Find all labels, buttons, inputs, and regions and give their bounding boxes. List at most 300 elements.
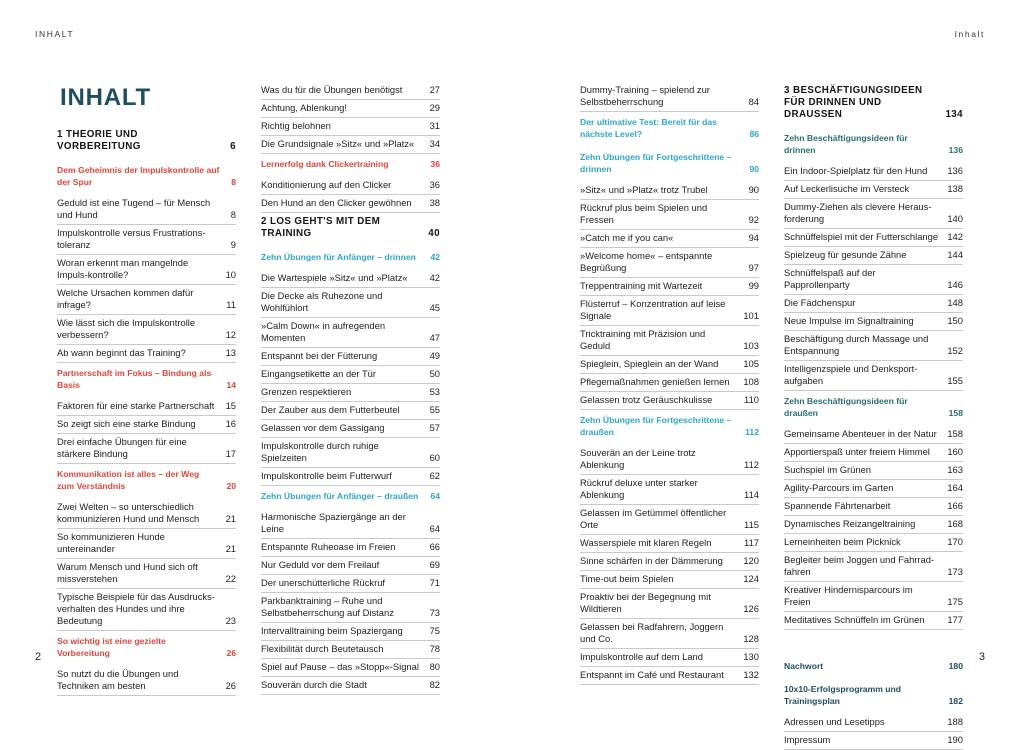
toc-entry-title: Harmonische Spaziergänge an der Leine: [261, 511, 406, 534]
toc-entry-title: So wichtig ist eine gezielte Vorbereitung: [57, 636, 166, 658]
page-title: INHALT: [60, 84, 152, 111]
toc-entry-page: 49: [429, 350, 440, 361]
toc-entry-title: Spannende Fährtenarbeit: [784, 500, 891, 511]
toc-entry: [580, 248, 759, 278]
toc-entry: [784, 313, 963, 331]
toc-entry-title: Apportierspaß unter freiem Himmel: [784, 446, 930, 457]
chapter-heading: [261, 213, 440, 247]
toc-entry-page: 64: [429, 523, 440, 534]
toc-entry-page: 14: [226, 380, 236, 390]
toc-entry-page: 108: [743, 376, 759, 387]
section-heading: [261, 154, 440, 177]
toc-entry: [261, 593, 440, 623]
toc-entry: [784, 247, 963, 265]
toc-entry-page: 182: [948, 696, 963, 706]
toc-entry: [57, 589, 236, 631]
toc-entry-title: »Sitz« und »Platz« trotz Trubel: [580, 184, 708, 195]
section-heading: [580, 410, 759, 445]
section-heading: [580, 147, 759, 182]
toc-entry: [57, 345, 236, 363]
toc-entry: [784, 361, 963, 391]
toc-entry-page: 42: [429, 272, 440, 283]
toc-entry-page: 164: [947, 482, 963, 493]
toc-entry-title: Time-out beim Spielen: [580, 573, 674, 584]
toc-entry-title: Wie lässt sich die Impulskontrolle verbessern?: [57, 317, 196, 340]
toc-entry-page: 62: [429, 470, 440, 481]
toc-entry-title: Die Grundsignale »Sitz« und »Platz«: [261, 138, 415, 149]
toc-entry-page: 80: [429, 661, 440, 672]
toc-entry-title: Impulskontrolle auf dem Land: [580, 651, 703, 662]
toc-entry-title: Entspannte Ruheoase im Freien: [261, 541, 396, 552]
toc-entry-page: 173: [947, 566, 963, 577]
toc-entry-title: Spiel auf Pause – das »Stopp«-Signal: [261, 661, 419, 672]
toc-entry-title: Sinne schärfen in der Dämmerung: [580, 555, 723, 566]
toc-entry-title: Den Hund an den Clicker gewöhnen: [261, 197, 412, 208]
toc-entry-title: Typische Beispiele für das Ausdrucks-verhalten des Hundes und ihre Bedeutung: [57, 591, 215, 626]
toc-entry-title: Suchspiel im Grünen: [784, 464, 872, 475]
toc-entry-page: 60: [429, 452, 440, 463]
toc-entry-title: Die Decke als Ruhezone und Wohlfühlort: [261, 290, 383, 313]
toc-entry: [580, 571, 759, 589]
toc-entry: [784, 199, 963, 229]
toc-entry-page: 8: [230, 209, 236, 220]
toc-entry: [57, 285, 236, 315]
toc-entry-page: 163: [947, 464, 963, 475]
toc-column-2: [261, 82, 440, 695]
toc-entry-page: 175: [947, 596, 963, 607]
toc-entry: [580, 589, 759, 619]
toc-entry: [261, 270, 440, 288]
toc-entry-title: Intelligenzspiele und Denksport-aufgaben: [784, 363, 918, 386]
toc-entry: [580, 230, 759, 248]
toc-entry-page: 136: [947, 165, 963, 176]
toc-entry-title: Neue Impulse im Signaltraining: [784, 315, 914, 326]
toc-entry-title: »Welcome home« – entspannte Begrüßung: [580, 250, 713, 273]
toc-entry-title: 1 THEORIE UND VORBEREITUNG: [57, 129, 141, 152]
toc-entry: [261, 641, 440, 659]
toc-entry: [57, 434, 236, 464]
toc-entry-title: So nutzt du die Übungen und Techniken am besten: [57, 668, 179, 691]
toc-entry: [580, 553, 759, 571]
toc-entry: [580, 182, 759, 200]
toc-entry-title: Kommunikation ist alles – der Weg zum Verständnis: [57, 469, 200, 491]
toc-entry-title: Flüsterruf – Konzentration auf leise Signale: [580, 298, 726, 321]
toc-entry-title: Parkbanktraining – Ruhe und Selbstbeherrschung auf Distanz: [261, 595, 394, 618]
toc-entry: [57, 559, 236, 589]
toc-entry: [261, 118, 440, 136]
toc-entry-page: 55: [429, 404, 440, 415]
toc-entry: [784, 444, 963, 462]
toc-entry: [261, 509, 440, 539]
toc-entry: [261, 468, 440, 486]
toc-entry: [784, 295, 963, 313]
toc-entry: [784, 732, 963, 750]
toc-entry-page: 128: [743, 633, 759, 644]
toc-entry: [57, 416, 236, 434]
toc-entry: [261, 100, 440, 118]
section-heading: [784, 656, 963, 679]
toc-entry: [261, 402, 440, 420]
toc-entry-page: 142: [947, 231, 963, 242]
page-number-left: 2: [35, 651, 42, 663]
toc-entry-page: 50: [429, 368, 440, 379]
toc-entry-title: Agility-Parcours im Garten: [784, 482, 894, 493]
toc-entry-title: Dem Geheimnis der Impulskontrolle auf der Spur: [57, 165, 220, 187]
toc-entry: [580, 505, 759, 535]
toc-entry-title: Partnerschaft im Fokus – Bindung als Basis: [57, 368, 212, 390]
toc-entry: [57, 529, 236, 559]
section-heading: [57, 464, 236, 499]
toc-entry: [784, 552, 963, 582]
toc-entry-page: 90: [749, 164, 759, 174]
toc-entry-title: So kommunizieren Hunde untereinander: [57, 531, 165, 554]
toc-entry-title: Gelassen bei Radfahrern, Joggern und Co.: [580, 621, 724, 644]
toc-entry: [261, 438, 440, 468]
toc-entry-title: Auf Leckerlisuche im Versteck: [784, 183, 910, 194]
toc-entry-page: 148: [947, 297, 963, 308]
toc-entry-page: 82: [429, 679, 440, 690]
toc-entry-title: Gemeinsame Abenteuer in der Natur: [784, 428, 937, 439]
toc-entry-title: Spielzeug für gesunde Zähne: [784, 249, 907, 260]
toc-entry-page: 112: [745, 427, 759, 437]
toc-entry-page: 92: [748, 214, 759, 225]
toc-entry-title: Entspannt im Café und Restaurant: [580, 669, 724, 680]
toc-entry-page: 99: [748, 280, 759, 291]
toc-entry-page: 130: [743, 651, 759, 662]
toc-entry-page: 71: [429, 577, 440, 588]
toc-entry-title: Gelassen vor dem Gassigang: [261, 422, 385, 433]
toc-entry-title: Nur Geduld vor dem Freilauf: [261, 559, 380, 570]
toc-entry-page: 27: [429, 84, 440, 95]
toc-entry: [261, 677, 440, 695]
toc-entry-title: Zehn Beschäftigungsideen für draußen: [784, 396, 908, 418]
toc-entry: [580, 326, 759, 356]
toc-entry-page: 12: [225, 329, 236, 340]
toc-entry-page: 166: [947, 500, 963, 511]
toc-entry-page: 152: [947, 345, 963, 356]
toc-entry: [784, 582, 963, 612]
section-heading: [261, 486, 440, 509]
section-heading: [784, 391, 963, 426]
toc-entry-title: Impulskontrolle versus Frustrations-toleranz: [57, 227, 206, 250]
toc-entry: [784, 331, 963, 361]
toc-entry-title: Zehn Übungen für Fortgeschrittene – draußen: [580, 415, 732, 437]
toc-entry-title: Beschäftigung durch Massage und Entspannung: [784, 333, 929, 356]
toc-entry-title: Lernerfolg dank Clickertraining: [261, 159, 389, 169]
toc-entry: [580, 374, 759, 392]
toc-entry-page: 23: [225, 615, 236, 626]
toc-entry-page: 73: [429, 607, 440, 618]
toc-entry: [784, 516, 963, 534]
toc-entry: [580, 619, 759, 649]
toc-entry: [580, 535, 759, 553]
toc-entry-page: 103: [743, 340, 759, 351]
toc-entry-title: Rückruf plus beim Spielen und Fressen: [580, 202, 708, 225]
toc-entry: [784, 163, 963, 181]
toc-entry-page: 8: [231, 177, 236, 187]
toc-entry: [784, 534, 963, 552]
toc-entry: [261, 177, 440, 195]
toc-entry-title: So zeigt sich eine starke Bindung: [57, 418, 196, 429]
toc-entry-title: Der unerschütterliche Rückruf: [261, 577, 386, 588]
toc-entry-page: 13: [225, 347, 236, 358]
toc-column-3: [580, 82, 759, 685]
chapter-heading: [57, 126, 236, 160]
toc-entry-title: Lerneinheiten beim Picknick: [784, 536, 901, 547]
toc-entry-page: 140: [947, 213, 963, 224]
toc-entry-title: Der ultimative Test: Bereit für das nächste Level?: [580, 117, 717, 139]
toc-entry: [784, 612, 963, 630]
toc-entry: [261, 318, 440, 348]
toc-entry-page: 36: [429, 179, 440, 190]
toc-entry-title: Die Fädchenspur: [784, 297, 856, 308]
toc-entry: [580, 667, 759, 685]
toc-entry: [261, 575, 440, 593]
toc-entry-page: 31: [429, 120, 440, 131]
toc-entry-page: 144: [947, 249, 963, 260]
toc-entry-page: 21: [225, 543, 236, 554]
toc-entry-page: 97: [748, 262, 759, 273]
toc-entry: [580, 392, 759, 410]
toc-entry: [784, 480, 963, 498]
toc-entry-page: 150: [947, 315, 963, 326]
toc-entry: [57, 255, 236, 285]
toc-entry-page: 34: [429, 138, 440, 149]
toc-entry-page: 15: [225, 400, 236, 411]
toc-entry: [784, 462, 963, 480]
toc-entry-title: Entspannt bei der Fütterung: [261, 350, 378, 361]
toc-entry: [580, 278, 759, 296]
toc-entry-page: 158: [947, 428, 963, 439]
toc-entry-page: 47: [429, 332, 440, 343]
toc-entry-page: 138: [947, 183, 963, 194]
toc-entry-page: 136: [948, 145, 963, 155]
toc-entry-page: 22: [225, 573, 236, 584]
section-heading: [57, 631, 236, 666]
toc-entry-page: 170: [947, 536, 963, 547]
toc-entry-title: Ab wann beginnt das Training?: [57, 347, 186, 358]
section-heading: [57, 160, 236, 195]
page-number-right: 3: [978, 651, 985, 663]
toc-entry: [261, 420, 440, 438]
toc-entry-page: 90: [748, 184, 759, 195]
toc-entry-page: 188: [947, 716, 963, 727]
toc-entry-title: Schnüffelspiel mit der Futterschlange: [784, 231, 939, 242]
toc-entry-page: 40: [428, 228, 440, 239]
toc-entry-page: 105: [743, 358, 759, 369]
toc-entry-page: 45: [429, 302, 440, 313]
toc-entry-page: 66: [429, 541, 440, 552]
toc-entry-title: Faktoren für eine starke Partnerschaft: [57, 400, 215, 411]
toc-entry-page: 168: [947, 518, 963, 529]
toc-entry: [784, 426, 963, 444]
toc-entry-title: Begleiter beim Joggen und Fahrrad-fahren: [784, 554, 935, 577]
toc-entry-page: 86: [749, 129, 759, 139]
toc-entry: [580, 649, 759, 667]
toc-entry-title: Impulskontrolle beim Futterwurf: [261, 470, 392, 481]
toc-entry-title: Pflegemaßnahmen genießen lernen: [580, 376, 730, 387]
toc-entry: [580, 356, 759, 374]
toc-entry: [784, 498, 963, 516]
toc-entry-title: Meditatives Schnüffeln im Grünen: [784, 614, 925, 625]
toc-entry-page: 84: [748, 96, 759, 107]
toc-entry-page: 112: [744, 459, 759, 470]
toc-entry-title: Kreativer Hindernisparcours im Freien: [784, 584, 913, 607]
toc-entry-page: 38: [429, 197, 440, 208]
toc-entry-title: Ein Indoor-Spielplatz für den Hund: [784, 165, 928, 176]
toc-entry: [580, 82, 759, 112]
toc-entry-title: Schnüffelspaß auf der Papprollenparty: [784, 267, 876, 290]
toc-entry-title: Gelassen trotz Geräuschkulisse: [580, 394, 713, 405]
toc-entry-page: 132: [743, 669, 759, 680]
toc-entry-page: 26: [225, 680, 236, 691]
toc-entry-title: Treppentraining mit Wartezeit: [580, 280, 703, 291]
toc-entry-page: 64: [430, 491, 440, 501]
toc-entry: [261, 557, 440, 575]
toc-entry: [261, 348, 440, 366]
toc-entry-page: 11: [226, 299, 236, 310]
toc-entry-page: 160: [947, 446, 963, 457]
toc-entry: [261, 82, 440, 100]
toc-entry: [57, 398, 236, 416]
toc-entry-page: 117: [744, 537, 759, 548]
toc-entry: [261, 195, 440, 213]
toc-entry: [580, 200, 759, 230]
toc-entry-page: 17: [225, 448, 236, 459]
toc-spacer: [784, 630, 963, 656]
toc-entry-title: Intervalltraining beim Spaziergang: [261, 625, 403, 636]
toc-entry-title: Impressum: [784, 734, 831, 745]
toc-entry-title: Der Zauber aus dem Futterbeutel: [261, 404, 400, 415]
toc-entry-page: 124: [743, 573, 759, 584]
toc-entry-title: Rückruf deluxe unter starker Ablenkung: [580, 477, 698, 500]
toc-entry: [261, 659, 440, 677]
toc-entry-page: 69: [429, 559, 440, 570]
toc-entry-title: Zwei Welten – so unterschiedlich kommunizieren Hund und Mensch: [57, 501, 200, 524]
toc-entry: [580, 296, 759, 326]
toc-entry-title: Dummy-Training – spielend zur Selbstbeherrschung: [580, 84, 710, 107]
toc-entry-title: Dummy-Ziehen als clevere Heraus-forderung: [784, 201, 932, 224]
toc-entry-title: Welche Ursachen kommen dafür infrage?: [57, 287, 194, 310]
toc-entry-title: Warum Mensch und Hund sich oft missverstehen: [57, 561, 198, 584]
toc-entry-title: Souverän durch die Stadt: [261, 679, 367, 690]
toc-entry-page: 20: [226, 481, 236, 491]
toc-entry-page: 110: [744, 394, 759, 405]
toc-entry-page: 10: [225, 269, 236, 280]
section-heading: [784, 128, 963, 163]
section-heading: [57, 363, 236, 398]
toc-entry-title: Wasserspiele mit klaren Regeln: [580, 537, 712, 548]
toc-entry-title: Grenzen respektieren: [261, 386, 352, 397]
toc-entry-page: 9: [230, 239, 236, 250]
toc-entry-page: 134: [945, 109, 963, 120]
toc-entry: [261, 623, 440, 641]
toc-entry-title: Die Wartespiele »Sitz« und »Platz«: [261, 272, 408, 283]
toc-entry-page: 120: [743, 555, 759, 566]
toc-entry-title: 3 BESCHÄFTIGUNGSIDEEN FÜR DRINNEN UND DRAUSSEN: [784, 85, 923, 120]
toc-entry-title: Zehn Beschäftigungsideen für drinnen: [784, 133, 908, 155]
toc-entry-title: »Catch me if you can«: [580, 232, 674, 243]
toc-column-1: [57, 126, 236, 696]
toc-entry-page: 180: [948, 661, 963, 671]
toc-entry-page: 36: [430, 159, 440, 169]
toc-entry-title: Was du für die Übungen benötigst: [261, 84, 403, 95]
toc-entry-page: 94: [748, 232, 759, 243]
toc-entry: [57, 225, 236, 255]
toc-entry-title: Tricktraining mit Präzision und Geduld: [580, 328, 706, 351]
toc-entry: [784, 181, 963, 199]
toc-entry-title: Souverän an der Leine trotz Ablenkung: [580, 447, 696, 470]
toc-entry-page: 75: [429, 625, 440, 636]
running-head-right: Inhalt: [954, 29, 985, 39]
toc-entry: [784, 265, 963, 295]
toc-entry-page: 29: [429, 102, 440, 113]
toc-entry-title: Woran erkennt man mangelnde Impuls-kontrolle?: [57, 257, 189, 280]
toc-entry-page: 26: [226, 648, 236, 658]
toc-entry-title: Eingangsetikette an der Tür: [261, 368, 377, 379]
toc-entry-title: Dynamisches Reizangeltraining: [784, 518, 916, 529]
toc-entry: [580, 475, 759, 505]
toc-entry-page: 126: [743, 603, 759, 614]
toc-entry-page: 114: [744, 489, 759, 500]
toc-entry-page: 42: [430, 252, 440, 262]
toc-entry: [580, 445, 759, 475]
toc-entry-title: Proaktiv bei der Begegnung mit Wildtieren: [580, 591, 711, 614]
toc-entry-title: Impulskontrolle durch ruhige Spielzeiten: [261, 440, 379, 463]
toc-entry-page: 57: [429, 422, 440, 433]
toc-entry: [784, 229, 963, 247]
toc-entry: [261, 288, 440, 318]
toc-entry-page: 190: [947, 734, 963, 745]
running-head-left: INHALT: [35, 29, 75, 39]
toc-entry-title: Zehn Übungen für Anfänger – drinnen: [261, 252, 416, 262]
toc-entry-page: 177: [947, 614, 963, 625]
toc-entry-title: Zehn Übungen für Anfänger – draußen: [261, 491, 419, 501]
section-heading: [261, 247, 440, 270]
toc-entry-page: 53: [429, 386, 440, 397]
toc-entry-title: 10x10-Erfolgsprogramm und Trainingsplan: [784, 684, 901, 706]
toc-column-4: [784, 82, 963, 750]
toc-entry-title: Spieglein, Spieglein an der Wand: [580, 358, 719, 369]
toc-entry-page: 78: [429, 643, 440, 654]
toc-entry-page: 21: [225, 513, 236, 524]
toc-entry: [261, 366, 440, 384]
toc-entry-title: Richtig belohnen: [261, 120, 331, 131]
toc-entry-title: Konditionierung auf den Clicker: [261, 179, 392, 190]
toc-entry: [57, 315, 236, 345]
toc-entry-title: Adressen und Lesetipps: [784, 716, 885, 727]
toc-entry-title: Achtung, Ablenkung!: [261, 102, 348, 113]
chapter-heading: [784, 82, 963, 128]
toc-entry-page: 115: [744, 519, 759, 530]
toc-entry-page: 146: [947, 279, 963, 290]
toc-entry-title: Gelassen im Getümmel öffentlicher Orte: [580, 507, 727, 530]
toc-entry-title: »Calm Down« in aufregenden Momenten: [261, 320, 386, 343]
toc-entry-title: Geduld ist eine Tugend – für Mensch und Hund: [57, 197, 211, 220]
toc-entry-title: Flexibilität durch Beutetausch: [261, 643, 384, 654]
toc-entry: [784, 714, 963, 732]
toc-entry: [57, 499, 236, 529]
toc-entry: [261, 384, 440, 402]
toc-entry-title: 2 LOS GEHT'S MIT DEM TRAINING: [261, 216, 381, 239]
section-heading: [580, 112, 759, 147]
toc-entry-title: Zehn Übungen für Fortgeschrittene – drinnen: [580, 152, 732, 174]
toc-entry: [57, 195, 236, 225]
toc-entry-page: 158: [948, 408, 963, 418]
toc-entry: [57, 666, 236, 696]
toc-entry-title: Drei einfache Übungen für eine stärkere Bindung: [57, 436, 187, 459]
toc-entry-page: 155: [947, 375, 963, 386]
